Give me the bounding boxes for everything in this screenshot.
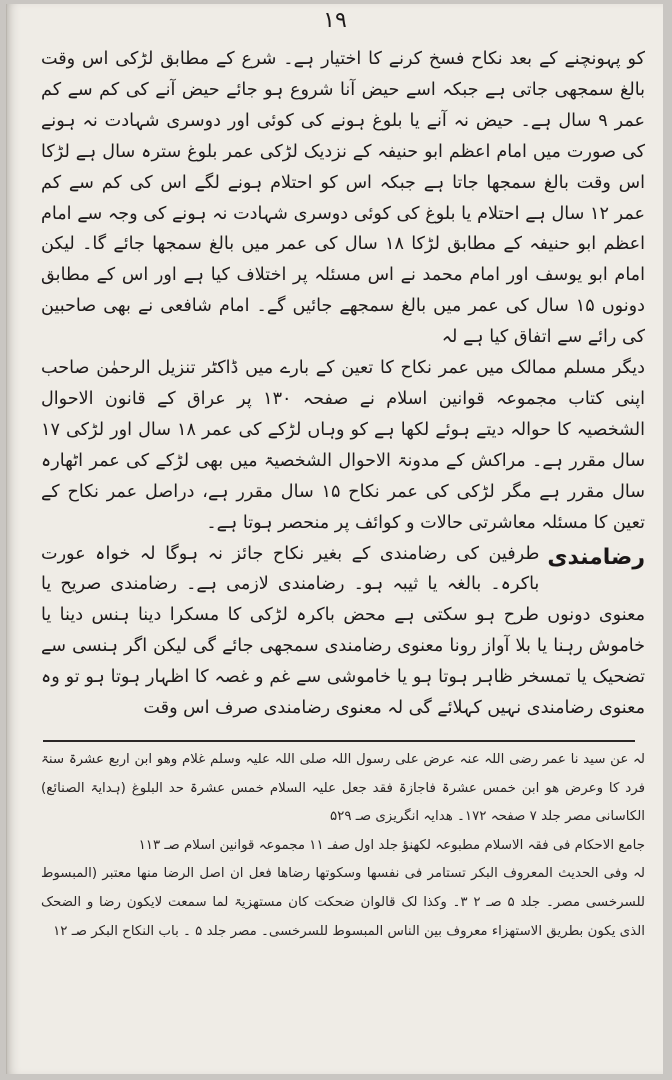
consent-section [41,539,645,724]
footnote: لہ وفی الحدیث المعروف البکر تستامر فی نفسھا وسکوتھا رضاھا فعل ان اصل الرضا منھا معتبر (المبسوط للسرخسی مصر۔ جلد ۵ صـ ۲ ۳۔ وکذا لک قالوان ضحکت کان مستھزیۃ لما سمعت لایکون رضا و الضحک الذی یکون بطریق الاستھزاء معروف بین الناس المبسوط للسرخسی۔ مصر جلد ۵ ۔ باب النکاح البکر صـ ۱۲ [41,866,645,939]
main-text [41,44,645,724]
section-heading-consent: رضامندی [547,544,645,570]
page-number: ١٩ [323,8,347,33]
book-page [6,4,663,1074]
paragraph-consent: طرفین کی رضامندی کے بغیر نکاح جائز نہ ہوگا لہ خواہ عورت باکرہ۔ بالغہ یا ثیبہ ہو۔ رضامندی لازمی ہے۔ رضامندی صریح یا معنوی دونوں طرح ہو سکتی ہے محض باکرہ لڑکی کا مسکرا دینا ہنس دینا یا خاموش رہنا یا بلا آواز رونا معنوی رضامندی سمجھی جائے گی لیکن اگر ہنسی سے تضحیک یا تمسخر ظاہر ہوتا ہو یا خاموشی سے غم و غصہ کا اظہار ہوتا ہو تو وہ معنوی رضامندی نہیں کہلائے گی لہ معنوی رضامندی صرف اس وقت [41,543,645,719]
footnote-divider [43,740,635,742]
footnotes [41,746,645,946]
footnote: جامع الاحکام فی فقہ الاسلام مطبوعہ لکھنؤ جلد اول صفـ ۱۱ مجموعہ قوانین اسلام صـ ۱۱۳ [138,837,645,853]
footnote: لہ عن سید نا عمر رضی اللہ عنہ عرض علی رسول اللہ صلی اللہ علیہ وسلم غلام وھو ابن اربع عشرۃ سنۃ فرد کا وعرض ھو ابن خمس عشرۃ فاجازۃ فقد جعل علیہ السلام خمس عشرۃ حد البلوغ (ہدایۃ الصنائع) الکاسانی مصر جلد ۷ صفحہ ۱۷۲۔ ھدایہ انگریزی صـ ۵۲۹ [41,752,645,825]
paragraph-marriage-age: دیگر مسلم ممالک میں عمر نکاح کا تعین کے بارے میں ڈاکٹر تنزیل الرحمٰن صاحب اپنی کتاب مجموعہ قوانین اسلام نے صفحہ ۱۳۰ پر عراق کے قانون الاحوال الشخصیہ کا حوالہ دیتے ہوئے لکھا ہے کو وہاں لڑکے کی عمر ۱۸ سال اور لڑکی ۱۷ سال مقرر ہے۔ مراکش کے مدونۃ الاحوال الشخصیۃ میں بھی لڑکے کی عمر اٹھارہ سال مقرر ہے مگر لڑکی کی عمر نکاح ۱۵ سال مقرر ہے، دراصل عمر نکاح کے تعین کا مسئلہ معاشرتی حالات و کوائف پر منحصر ہوتا ہے۔ [41,358,645,533]
paragraph-puberty: کو پہونچنے کے بعد نکاح فسخ کرنے کا اختیار ہے۔ شرع کے مطابق لڑکی اس وقت بالغ سمجھی جاتی ہے جبکہ اسے حیض آنا شروع ہو جائے حیض آنے کی کم سے کم عمر ۹ سال ہے۔ حیض نہ آنے یا بلوغ ہونے کی کوئی اور دوسری شہادت نہ ہونے کی صورت میں امام اعظم ابو حنیفہ کے نزدیک لڑکی عمر بلوغ سترہ سال ہے لڑکا اس وقت بالغ سمجھا جاتا ہے جبکہ اس کو احتلام ہونے لگے اس کی کم سے کم عمر ۱۲ سال ہے احتلام یا بلوغ کی کوئی دوسری شہادت نہ ہونے کی وجہ سے امام اعظم ابو حنیفہ کے مطابق لڑکا ۱۸ سال کی عمر میں بالغ سمجھا جائے گا۔ لیکن امام ابو یوسف اور امام محمد نے اس مسئلہ پر اختلاف کیا ہے اور اس کے مطابق دونوں ۱۵ سال کی عمر میں بالغ سمجھے جائیں گے۔ امام شافعی نے بھی صاحبین کی رائے سے اتفاق کیا ہے لہ [41,49,646,348]
